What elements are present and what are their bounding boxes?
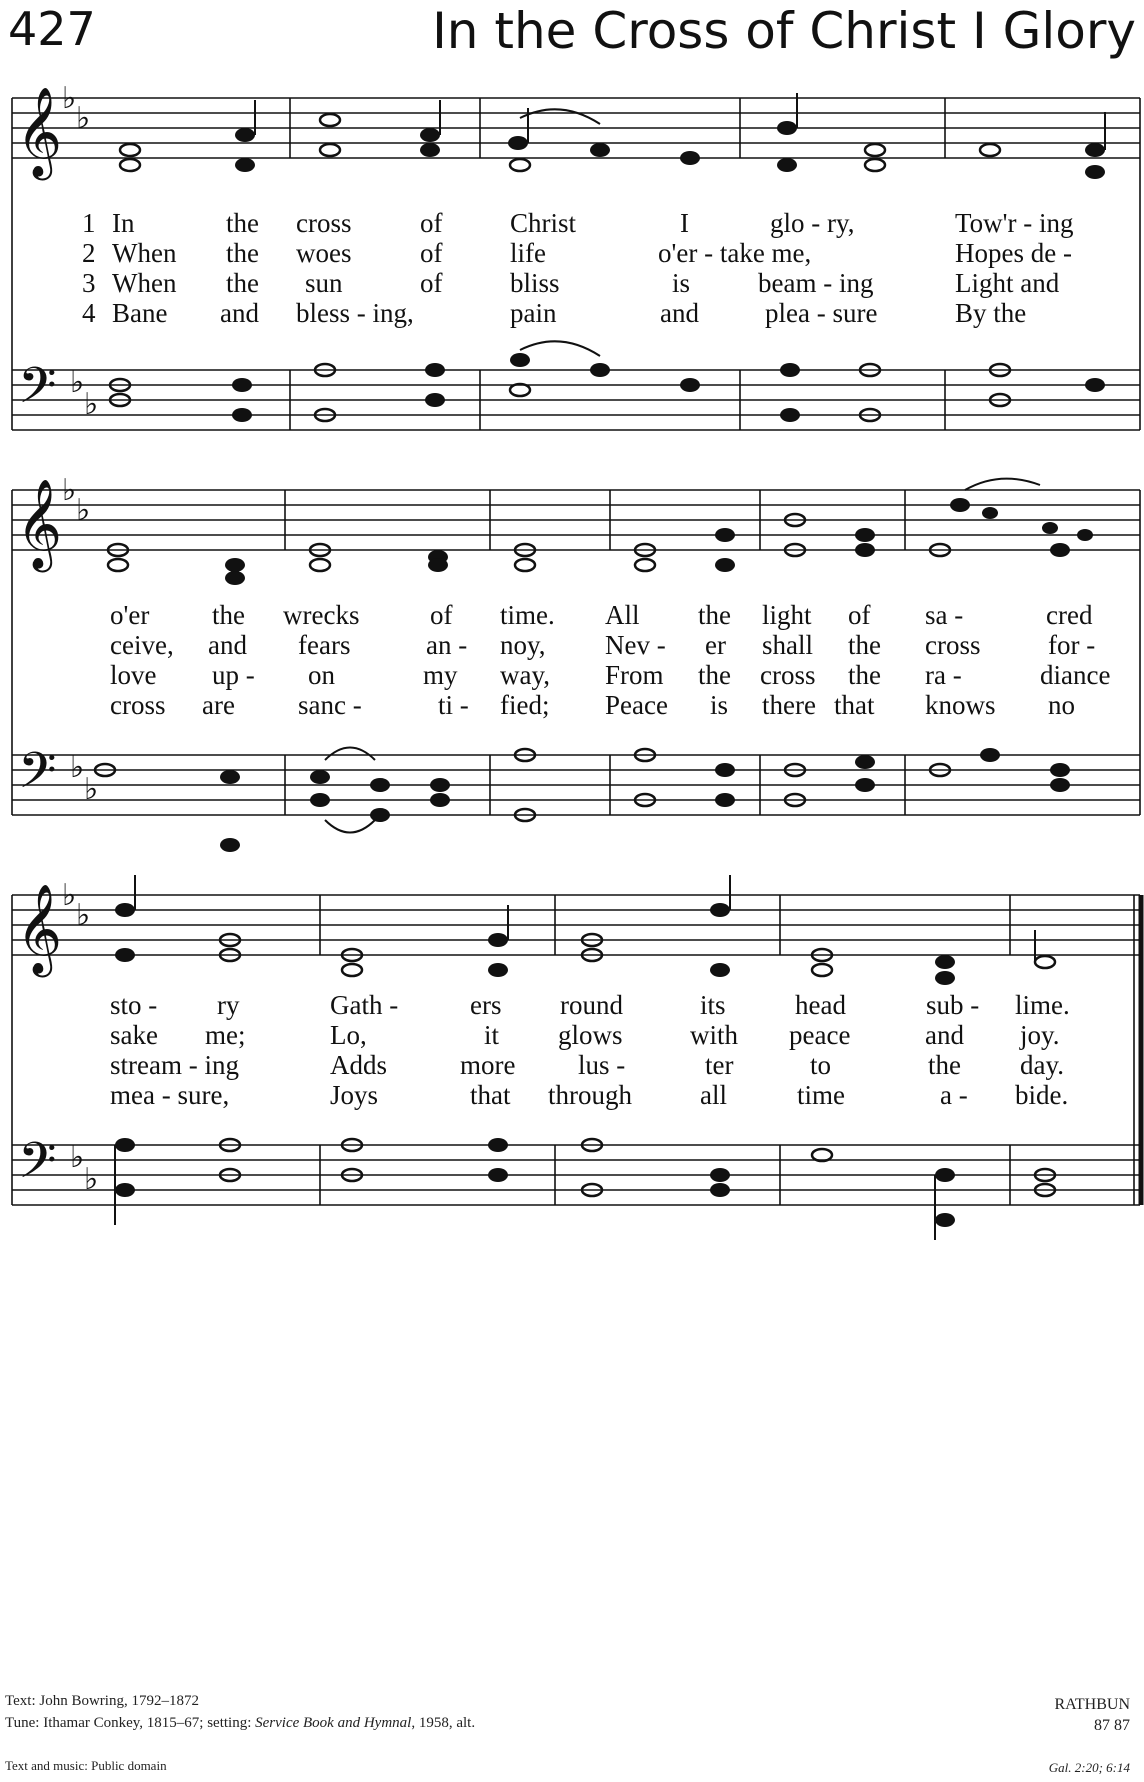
- lyric-syllable: of: [420, 268, 443, 298]
- lyric-syllable: diance: [1040, 660, 1111, 690]
- verse-number: 3: [82, 268, 96, 298]
- lyric-syllable: ry: [217, 990, 240, 1020]
- hymn-number: 427: [8, 2, 96, 56]
- lyric-syllable: cross: [296, 208, 352, 238]
- lyric-syllable: sanc -: [298, 690, 362, 720]
- lyric-syllable: an -: [426, 630, 468, 660]
- lyric-syllable: Adds: [330, 1050, 388, 1080]
- svg-text:♭: ♭: [76, 898, 91, 933]
- tune-credit-text: Tune: Ithamar Conkey, 1815–67; setting:: [5, 1715, 256, 1731]
- lyric-syllable: Lo,: [330, 1020, 367, 1050]
- svg-text:♭: ♭: [84, 772, 99, 807]
- staff-bass-3: [12, 1145, 1140, 1205]
- lyric-syllable: Christ: [510, 208, 577, 238]
- lyric-syllable: Bane: [112, 298, 168, 328]
- lyric-syllable: ti -: [438, 690, 469, 720]
- svg-text:♭: ♭: [76, 101, 91, 136]
- lyric-syllable: a -: [940, 1080, 968, 1110]
- lyric-syllable: its: [700, 990, 726, 1020]
- lyric-syllable: knows: [925, 690, 996, 720]
- svg-text:♭: ♭: [62, 878, 77, 913]
- svg-text:♭: ♭: [62, 81, 77, 116]
- verse-number: 2: [82, 238, 96, 268]
- lyric-syllable: sto -: [110, 990, 158, 1020]
- tune-credit: [5, 1715, 475, 1732]
- lyric-syllable: cross: [110, 690, 166, 720]
- lyric-syllable: o'er: [110, 600, 150, 630]
- lyric-syllable: the: [928, 1050, 961, 1080]
- lyric-syllable: the: [226, 238, 259, 268]
- svg-text:♭: ♭: [76, 493, 91, 528]
- tune-name: RATHBUN: [1054, 1696, 1130, 1713]
- lyric-syllable: stream - ing: [110, 1050, 239, 1080]
- lyric-syllable: the: [848, 660, 881, 690]
- lyric-syllable: are: [202, 690, 235, 720]
- lyric-syllable: beam - ing: [758, 268, 874, 298]
- lyric-syllable: up -: [212, 660, 255, 690]
- text-credit: Text: John Bowring, 1792–1872: [5, 1693, 199, 1709]
- lyric-syllable: peace: [789, 1020, 851, 1050]
- lyric-syllable: of: [420, 208, 443, 238]
- lyric-syllable: noy,: [500, 630, 546, 660]
- bass-clef-icon: 𝄢: [18, 1132, 57, 1202]
- lyric-syllable: Nev -: [605, 630, 666, 660]
- lyric-syllable: on: [308, 660, 335, 690]
- lyric-syllable: bliss: [510, 268, 560, 298]
- svg-text:♭: ♭: [84, 1162, 99, 1197]
- lyric-syllable: the: [212, 600, 245, 630]
- lyric-syllable: When: [112, 238, 177, 268]
- lyric-syllable: bide.: [1015, 1080, 1069, 1110]
- lyric-syllable: er: [705, 630, 726, 660]
- verse-number: 4: [82, 298, 96, 328]
- staff-treble-1: [12, 98, 1140, 158]
- lyric-syllable: ers: [470, 990, 502, 1020]
- lyric-syllable: of: [848, 600, 871, 630]
- svg-text:♭: ♭: [70, 750, 85, 785]
- treble-clef-icon: 𝄞: [16, 884, 63, 974]
- lyric-syllable: all: [700, 1080, 727, 1110]
- lyric-syllable: Joys: [330, 1080, 379, 1110]
- treble-clef-icon: 𝄞: [16, 87, 63, 177]
- lyric-syllable: ceive,: [110, 630, 174, 660]
- staff-bass-1: [12, 370, 1140, 430]
- lyric-syllable: pain: [510, 298, 557, 328]
- lyric-syllable: me;: [205, 1020, 246, 1050]
- hymn-title: In the Cross of Christ I Glory: [432, 2, 1136, 60]
- svg-text:♭: ♭: [62, 473, 77, 508]
- lyric-syllable: the: [226, 268, 259, 298]
- svg-text:♭: ♭: [70, 365, 85, 400]
- lyric-syllable: When: [112, 268, 177, 298]
- lyric-syllable: light: [762, 600, 812, 630]
- treble-clef-icon: 𝄞: [16, 479, 63, 569]
- lyric-syllable: it: [484, 1020, 500, 1050]
- svg-text:♭: ♭: [70, 1140, 85, 1175]
- lyric-syllable: life: [510, 238, 546, 268]
- lyric-syllable: mea - sure,: [110, 1080, 230, 1110]
- lyric-syllable: my: [423, 660, 458, 690]
- lyric-syllable: with: [690, 1020, 739, 1050]
- lyric-syllable: fears: [298, 630, 351, 660]
- lyric-syllable: Light and: [955, 268, 1060, 298]
- lyric-syllable: wrecks: [283, 600, 360, 630]
- lyric-syllable: plea - sure: [765, 298, 878, 328]
- lyric-syllable: the: [226, 208, 259, 238]
- lyric-syllable: of: [430, 600, 453, 630]
- bass-clef-icon: 𝄢: [18, 742, 57, 812]
- lyric-syllable: sub -: [926, 990, 980, 1020]
- lyric-syllable: bless - ing,: [296, 298, 414, 328]
- lyric-syllable: and: [660, 298, 699, 328]
- tune-credit-suffix: , 1958, alt.: [411, 1715, 476, 1731]
- lyric-syllable: for -: [1048, 630, 1096, 660]
- lyric-syllable: cred: [1046, 600, 1093, 630]
- lyric-syllable: and: [925, 1020, 964, 1050]
- lyric-syllable: round: [560, 990, 623, 1020]
- lyric-syllable: glows: [558, 1020, 623, 1050]
- copyright-notice: Text and music: Public domain: [5, 1758, 167, 1773]
- meter: 87 87: [1094, 1717, 1130, 1734]
- svg-text:♭: ♭: [84, 387, 99, 422]
- lyric-syllable: there: [762, 690, 816, 720]
- lyric-syllable: head: [795, 990, 846, 1020]
- lyric-syllable: the: [698, 600, 731, 630]
- staff-treble-2: [12, 490, 1140, 550]
- scripture-reference: Gal. 2:20; 6:14: [1048, 1760, 1130, 1775]
- lyric-syllable: sa -: [925, 600, 964, 630]
- lyric-syllable: to: [810, 1050, 832, 1080]
- tune-credit-source: Service Book and Hymnal: [255, 1715, 412, 1731]
- lyric-syllable: I: [680, 208, 689, 238]
- lyric-syllable: Hopes de -: [955, 238, 1072, 268]
- bass-clef-icon: 𝄢: [18, 357, 57, 427]
- lyric-syllable: ter: [705, 1050, 734, 1080]
- lyric-syllable: is: [672, 268, 691, 298]
- lyric-syllable: Tow'r - ing: [955, 208, 1074, 238]
- lyric-syllable: lime.: [1015, 990, 1070, 1020]
- staff-treble-3: [12, 895, 1140, 955]
- verse-number: 1: [82, 208, 96, 238]
- lyric-syllable: In: [112, 208, 135, 238]
- lyric-syllable: way,: [500, 660, 550, 690]
- lyric-syllable: sake: [110, 1020, 158, 1050]
- lyric-syllable: the: [698, 660, 731, 690]
- lyric-syllable: more: [460, 1050, 516, 1080]
- lyric-syllable: love: [110, 660, 157, 690]
- lyric-syllable: that: [470, 1080, 511, 1110]
- lyric-syllable: no: [1048, 690, 1075, 720]
- lyric-syllable: lus -: [578, 1050, 626, 1080]
- lyric-syllable: time: [797, 1080, 845, 1110]
- lyric-syllable: glo - ry,: [770, 208, 855, 238]
- lyric-syllable: joy.: [1020, 1020, 1060, 1050]
- lyric-syllable: cross: [925, 630, 981, 660]
- lyric-syllable: and: [220, 298, 259, 328]
- lyric-syllable: Gath -: [330, 990, 399, 1020]
- lyric-syllable: that: [834, 690, 875, 720]
- lyric-syllable: ra -: [925, 660, 962, 690]
- lyric-syllable: By the: [955, 298, 1027, 328]
- lyric-syllable: and: [208, 630, 247, 660]
- lyric-syllable: All: [605, 600, 640, 630]
- lyric-syllable: From: [605, 660, 664, 690]
- lyric-syllable: sun: [305, 268, 343, 298]
- lyric-syllable: Peace: [605, 690, 668, 720]
- lyric-syllable: time.: [500, 600, 555, 630]
- lyric-syllable: day.: [1020, 1050, 1064, 1080]
- lyric-syllable: the: [848, 630, 881, 660]
- lyric-syllable: fied;: [500, 690, 550, 720]
- lyric-syllable: of: [420, 238, 443, 268]
- lyric-syllable: cross: [760, 660, 816, 690]
- lyric-syllable: shall: [762, 630, 813, 660]
- lyric-syllable: o'er - take me,: [658, 238, 812, 268]
- lyric-syllable: is: [710, 690, 729, 720]
- staff-bass-2: [12, 755, 1140, 815]
- lyric-syllable: through: [548, 1080, 632, 1110]
- lyric-syllable: woes: [296, 238, 352, 268]
